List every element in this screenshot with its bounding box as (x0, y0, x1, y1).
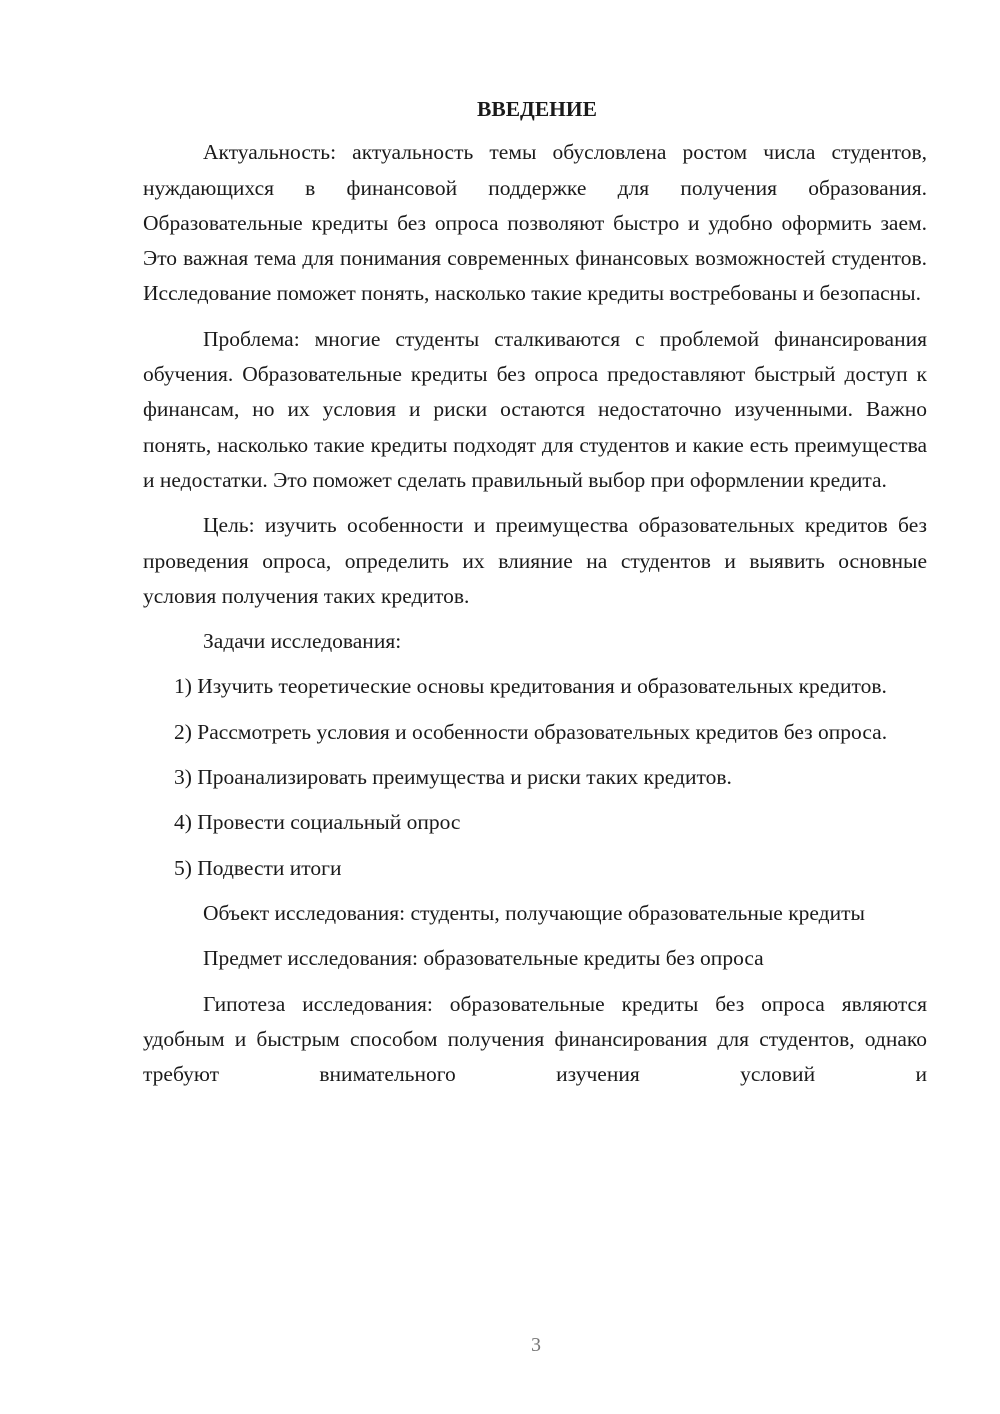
task-item-5: 5) Подвести итоги (174, 855, 342, 880)
problem-paragraph: Проблема: многие студенты сталкиваются с проблемой финансирования обучения. Образовательные кредиты без опроса предоставляют быстрый доступ к финансам, но их условия и риски остаются недостаточно изученными. Важно понять, насколько такие кредиты подходят для студентов и какие есть преимущества и недостатки. Это поможет сделать правильный выбор при оформлении кредита. (143, 326, 927, 492)
task-item-2: 2) Рассмотреть условия и особенности образовательных кредитов без опроса. (174, 719, 888, 744)
relevance-paragraph: Актуальность: актуальность темы обусловлена ростом числа студентов, нуждающихся в финансовой поддержке для получения образования. Образовательные кредиты без опроса позволяют быстро и удобно оформить заем. Это важная тема для понимания современных финансовых возможностей студентов. Исследование поможет понять, насколько такие кредиты востребованы и безопасны. (143, 140, 927, 306)
goal-paragraph: Цель: изучить особенности и преимущества образовательных кредитов без проведения опроса, определить их влияние на студентов и выявить основные условия получения таких кредитов. (143, 513, 927, 608)
hypothesis-paragraph: Гипотеза исследования: образовательные кредиты без опроса являются удобным и быстрым способом получения финансирования для студентов, однако требуют внимательного изучения условий и (143, 991, 927, 1087)
task-item-1: 1) Изучить теоретические основы кредитования и образовательных кредитов. (174, 674, 887, 699)
task-item-4: 4) Провести социальный опрос (174, 810, 461, 835)
section-heading: ВВЕДЕНИЕ (477, 97, 597, 121)
subject-paragraph: Предмет исследования: образовательные кредиты без опроса (203, 946, 764, 971)
object-paragraph: Объект исследования: студенты, получающие образовательные кредиты (203, 900, 865, 925)
task-item-3: 3) Проанализировать преимущества и риски таких кредитов. (174, 765, 732, 790)
page-number: 3 (531, 1334, 541, 1356)
tasks-title: Задачи исследования: (203, 629, 402, 654)
page-content (143, 92, 927, 1102)
